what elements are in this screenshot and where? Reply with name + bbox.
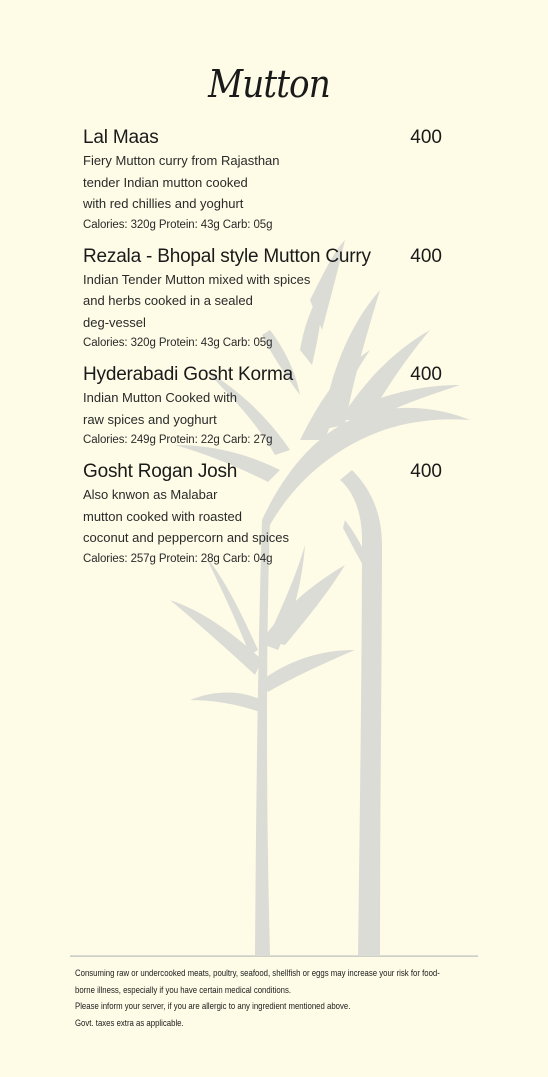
item-nutrition: Calories: 249g Protein: 22g Carb: 27g	[83, 434, 273, 446]
item-description: Indian Tender Mutton mixed with spices	[83, 271, 311, 287]
item-nutrition: Calories: 257g Protein: 28g Carb: 04g	[83, 552, 273, 565]
menu-items	[83, 126, 443, 569]
disclaimer-line: Please inform your server, if you are allergic to any ingredient mentioned above.	[75, 1001, 351, 1012]
item-price: 400	[410, 461, 442, 482]
footer-divider	[70, 956, 478, 957]
disclaimer-line: Consuming raw or undercooked meats, poultry, seafood, shellfish or eggs may increase your risk for food-	[75, 968, 440, 979]
item-nutrition: Calories: 320g Protein: 43g Carb: 05g	[83, 337, 273, 349]
menu-item	[83, 245, 443, 354]
item-description: Indian Mutton Cooked with	[83, 390, 237, 405]
item-description: deg-vessel	[83, 314, 146, 330]
item-description: raw spices and yoghurt	[83, 411, 217, 427]
page-title: Mutton	[208, 62, 330, 106]
item-description: tender Indian mutton cooked	[83, 174, 248, 190]
item-nutrition: Calories: 320g Protein: 43g Carb: 05g	[83, 218, 273, 231]
item-name: Gosht Rogan Josh	[83, 461, 238, 482]
footer-disclaimer	[75, 966, 475, 1032]
item-description: and herbs cooked in a sealed	[83, 293, 253, 308]
item-price: 400	[410, 364, 442, 385]
menu-item	[83, 363, 443, 450]
item-description: Also knwon as Malabar	[83, 487, 218, 502]
item-name: Lal Maas	[83, 127, 159, 148]
disclaimer-line: borne illness, especially if you have certain medical conditions.	[75, 984, 292, 996]
item-description: coconut and peppercorn and spices	[83, 530, 289, 545]
item-description: with red chillies and yoghurt	[83, 196, 244, 211]
item-price: 400	[410, 245, 442, 267]
disclaimer-line: Govt. taxes extra as applicable.	[75, 1017, 184, 1029]
item-name: Hyderabadi Gosht Korma	[83, 364, 293, 385]
item-description: Fiery Mutton curry from Rajasthan	[83, 153, 280, 168]
menu-item	[83, 460, 443, 569]
menu-item	[83, 126, 443, 235]
item-name: Rezala - Bhopal style Mutton Curry	[83, 245, 371, 267]
item-description: mutton cooked with roasted	[83, 508, 242, 524]
item-price: 400	[410, 127, 442, 148]
